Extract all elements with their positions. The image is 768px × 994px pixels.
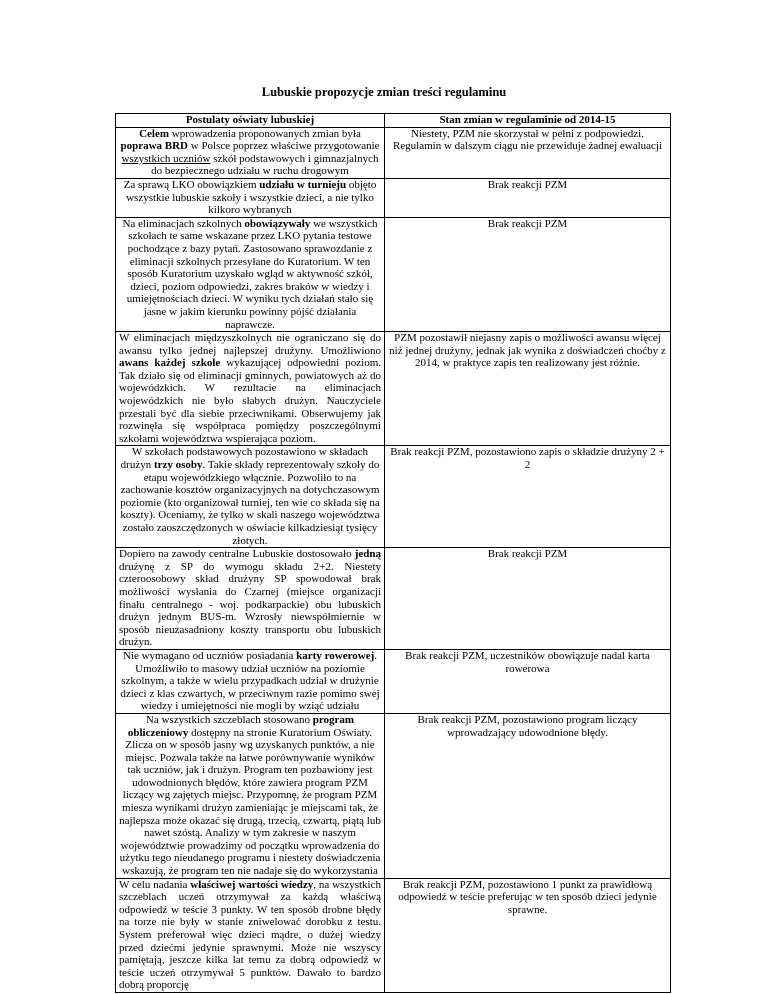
postulate-cell — [116, 649, 385, 713]
text-segment: trzy osoby — [153, 459, 203, 472]
comparison-table — [115, 113, 671, 993]
postulate-cell — [116, 713, 385, 878]
text-segment: karty rowerowej — [296, 649, 375, 662]
text-segment: Za sprawą LKO obowiązkiem — [123, 178, 260, 191]
text-segment: program obliczeniowy — [127, 713, 355, 739]
text-segment: Na wszystkich szczeblach stosowano — [145, 713, 313, 726]
text-segment: w Polsce poprzez właściwe przygotowanie — [188, 140, 380, 153]
text-segment: właściwej wartości wiedzy — [190, 878, 314, 891]
status-cell: Niestety, PZM nie skorzystał w pełni z podpowiedzi. Regulamin w dalszym ciągu nie przewiduje żadnej ewaluacji — [385, 127, 671, 178]
text-segment: W szkołach podstawowych pozostawiono w składach drużyn — [120, 446, 368, 472]
table-row — [116, 332, 671, 446]
table-row — [116, 878, 671, 992]
status-cell: PZM pozostawił niejasny zapis o możliwości awansu więcej niż jednej drużyny, jednak jak wynika z doświadczeń choćby z 2014, w praktyce zapis ten realizowany jest różnie. — [385, 332, 671, 446]
text-segment: wszystkich uczniów — [121, 152, 211, 165]
document-title: Lubuskie propozycje zmian treści regulaminu — [261, 85, 507, 99]
text-segment: wprowadzenia proponowanych zmian była — [169, 127, 361, 140]
text-segment: obowiązywały — [244, 217, 311, 230]
text-segment: szkół podstawowych i gimnazjalnych do bezpiecznego udziału w ruchu drogowym — [151, 152, 379, 178]
text-segment: Celem — [139, 127, 170, 140]
status-cell: Brak reakcji PZM — [385, 178, 671, 217]
text-segment: objęto wszystkie lubuskie szkoły i wszystkie dzieci, a nie tylko kilkoro wybranych — [126, 178, 377, 217]
header-left: Postulaty oświaty lubuskiej — [116, 114, 385, 128]
text-segment: . Takie składy reprezentowały szkoły do etapu wojewódzkiego włącznie. Pozwoliło to na zachowanie kosztów organizacyjnych na dotychczasowym poziomie (kto organizował turniej, ten wie co składa się na koszty). Oceniamy, że tylko w skali naszego województwa zostało zaoszczędzonych w oświacie kilkadziesiąt tysięcy złotych. — [120, 459, 380, 547]
status-cell: Brak reakcji PZM, uczestników obowiązuje nadal karta rowerowa — [385, 649, 671, 713]
table-body — [116, 127, 671, 992]
text-segment: drużynę z SP do wymogu składu 2+2. Niestety czteroosobowy skład drużyny SP spowodował brak możliwości wysłania do Czarnej (miejsce organizacji finału centralnego - woj. podkarpackie) obu lubuskich drużyn jednym BUS-m. Wzrosły niewspółmiernie w sposób nieuzasadniony koszty transportu obu lubuskich drużyn. — [119, 560, 381, 649]
postulate-cell — [116, 878, 385, 992]
table-row — [116, 649, 671, 713]
postulate-cell — [116, 548, 385, 650]
table-row — [116, 548, 671, 650]
postulate-cell — [116, 446, 385, 548]
text-segment: Nie wymagano od uczniów posiadania — [122, 649, 297, 662]
table-header-row — [116, 114, 671, 128]
postulate-cell — [116, 217, 385, 331]
status-cell: Brak reakcji PZM — [385, 217, 671, 331]
status-cell: Brak reakcji PZM, pozostawiono program liczący wprowadzający udowodnione błędy. — [385, 713, 671, 878]
header-right: Stan zmian w regulaminie od 2014-15 — [385, 114, 671, 128]
text-segment: . Umożliwiło to masowy udział uczniów na poziomie szkolnym, a także w wielu przypadkach udział w drużynie dzieci z klas czwartych, w przeciwnym razie pomimo swej wiedzy i umiejętności nie mogli by wziąć udziału — [120, 649, 380, 713]
text-segment: we wszystkich szkołach te same wskazane przez LKO pytania testowe pochodzące z bazy pytań. Zastosowano sprawozdanie z eliminacji szkolnych przesyłane do Kuratorium. W ten sposób Kuratorium uzyskało wgląd w aktywność szkół, dzieci, poziom odpowiedzi, zakres braków w wiedzy i umiejętnościach dzieci. W wyniku tych działań stało się jasne w jakim kierunku powinny pójść działania naprawcze. — [126, 217, 378, 331]
text-segment: Na eliminacjach szkolnych — [122, 217, 245, 230]
text-segment: Dopiero na zawody centralne Lubuskie dostosowało — [119, 548, 355, 561]
table-row — [116, 713, 671, 878]
status-cell: Brak reakcji PZM — [385, 548, 671, 650]
text-segment: , na wszystkich szczeblach uczeń otrzymywał za każdą właściwą odpowiedź w teście 3 punkty. W ten sposób drobne błędy na torze nie były w stanie zniwelować dorobku z testu. System preferował więc dzieci mądre, o dużej wiedzy przed dziećmi jedynie sprawnymi. Może nie wszyscy pamiętają, jeszcze kilka lat temu za dobrą odpowiedź w teście uczeń otrzymywał 5 punktów. Dawało to bardzo dobrą proporcję — [119, 878, 381, 992]
text-segment: W eliminacjach międzyszkolnych nie ograniczano się do awansu tylko jednej najlepszej drużyny. Umożliwiono — [119, 332, 381, 357]
postulate-cell — [116, 178, 385, 217]
status-cell: Brak reakcji PZM, pozostawiono zapis o składzie drużyny 2 + 2 — [385, 446, 671, 548]
status-cell: Brak reakcji PZM, pozostawiono 1 punkt za prawidłową odpowiedź w teście preferując w ten sposób dzieci jedynie sprawne. — [385, 878, 671, 992]
table-row — [116, 217, 671, 331]
text-segment: dostępny na stronie Kuratorium Oświaty. Zlicza on w sposób jasny wg uzyskanych punktów, a nie miejsc. Pozwala także na łatwe porównywanie wyników tak uczniów, jak i drużyn. Program ten pozbawiony jest udowodnionych błędów, które zawiera program PZM liczący wg zajętych miejsc. Przypomnę, że program PZM miesza wynikami drużyn zamieniając je miejscami tak, że najlepsza może okazać się drugą, trzecią, czwartą, piątą lub nawet szóstą. Analizy w tym zakresie w naszym województwie prowadzimy od początku wprowadzenia do użytku tego nieudanego programu i niestety doświadczenia wskazują, że program ten nie nadaje się do wykorzystania — [119, 726, 381, 878]
text-segment: poprawa BRD — [120, 140, 188, 153]
postulate-cell — [116, 332, 385, 446]
text-segment: udziału w turnieju — [259, 178, 347, 191]
postulate-cell — [116, 127, 385, 178]
table-row — [116, 127, 671, 178]
text-segment: jedną — [354, 548, 381, 561]
table-row — [116, 446, 671, 548]
table-row — [116, 178, 671, 217]
text-segment: wykazującej odpowiedni poziom. Tak działo się od eliminacji gminnych, powiatowych aż do wojewódzkich. W rezultacie na eliminacjach wojewódzkich nie było słabych drużyn. Nauczyciele przestali być dla siebie przeciwnikami. Obserwujemy jak rozwinęła się współpraca pomiędzy poszczególnymi szkołami województwa wspierająca poziom. — [119, 357, 381, 445]
text-segment: W celu nadania — [119, 878, 191, 891]
text-segment: awans każdej szkole — [119, 357, 221, 370]
